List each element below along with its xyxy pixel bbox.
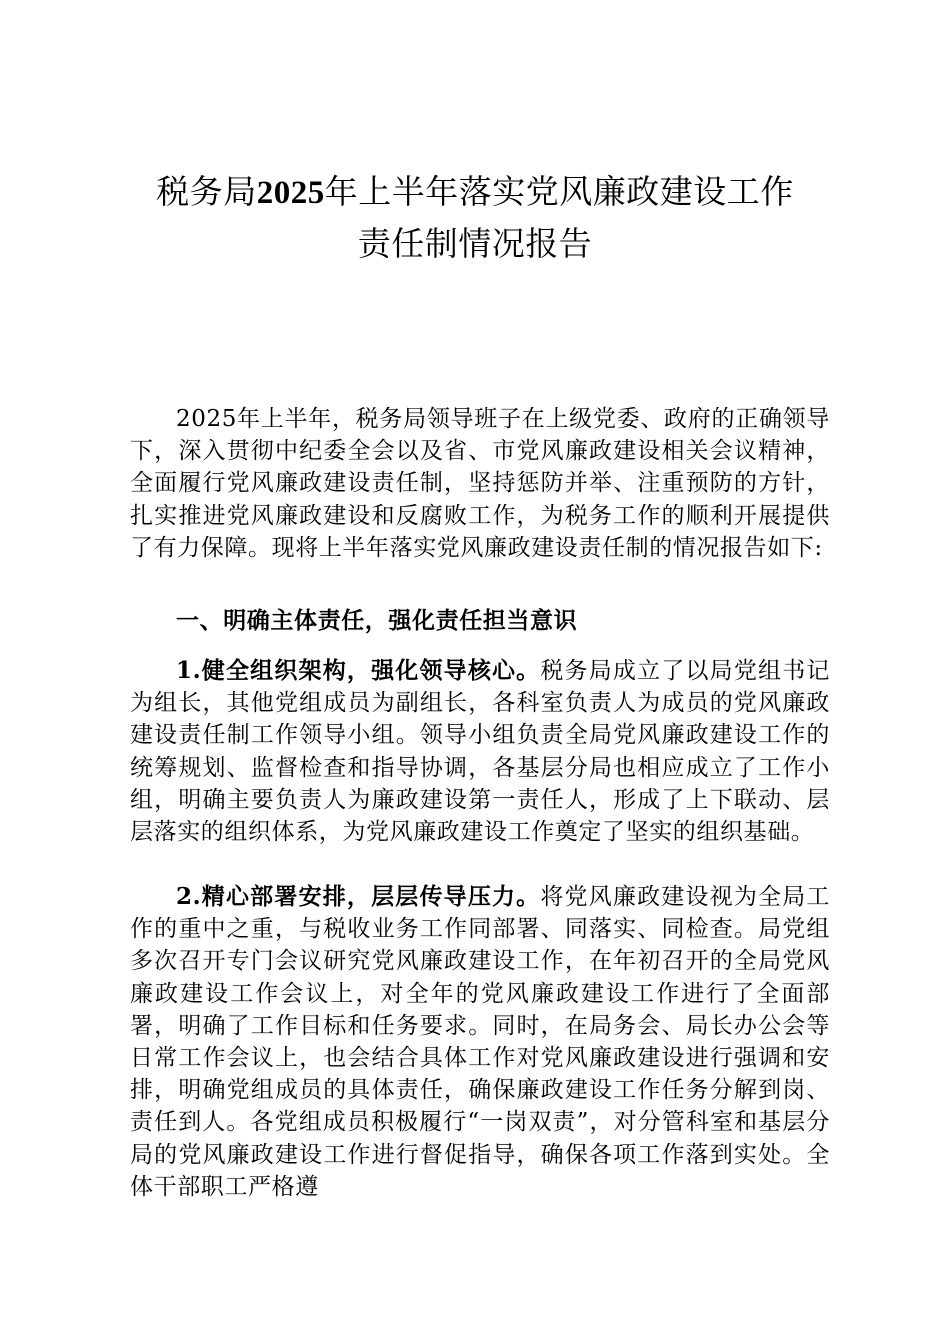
item-1-lead: 1.健全组织架构，强化领导核心。 xyxy=(176,657,541,684)
item-2-lead: 2.精心部署安排，层层传导压力。 xyxy=(176,883,541,910)
document-title-line-2: 责任制情况报告 xyxy=(357,224,593,263)
item-2-body: 将党风廉政建设视为全局工作的重中之重，与税收业务工作同部署、同落实、同检查。局党组多次召开专门会议研究党风廉政建设工作，在年初召开的全局党风廉政建设工作会议上，对全年的党风廉政建设工作进行了全面部署，明确了工作目标和任务要求。同时，在局务会、局长办公会等日常工作会议上，也会结合具体工作对党风廉政建设进行强调和安排，明确党组成员的具体责任，确保廉政建设工作任务分解到岗、责任到人。各党组成员积极履行“一岗双责”，对分管科室和基层分局的党风廉政建设工作进行督促指导，确保各项工作落到实处。全体干部职工严格遵 xyxy=(130,884,830,1200)
section-1-heading: 一、明确主体责任，强化责任担当意识 xyxy=(176,607,578,634)
item-1-paragraph xyxy=(130,655,830,848)
title-year: 2025 xyxy=(256,175,325,211)
item-2-paragraph xyxy=(130,881,830,1203)
intro-paragraph: 2025年上半年，税务局领导班子在上级党委、政府的正确领导下，深入贯彻中纪委全会以及省、市党风廉政建设相关会议精神，全面履行党风廉政建设责任制，坚持惩防并举、注重预防的方针，扎实推进党风廉政建设和反腐败工作，为税务工作的顺利开展提供了有力保障。现将上半年落实党风廉政建设责任制的情况报告如下: xyxy=(130,406,830,561)
item-1-body: 税务局成立了以局党组书记为组长，其他党组成员为副组长，各科室负责人为成员的党风廉政建设责任制工作领导小组。领导小组负责全局党风廉政建设工作的统筹规划、监督检查和指导协调，各基层分局也相应成立了工作小组，明确主要负责人为廉政建设第一责任人，形成了上下联动、层层落实的组织体系，为党风廉政建设工作奠定了坚实的组织基础。 xyxy=(130,658,830,846)
document-title-line-1 xyxy=(120,168,830,217)
title-suffix: 年上半年落实党风廉政建设工作 xyxy=(324,172,794,211)
title-prefix: 税务局 xyxy=(156,172,257,211)
